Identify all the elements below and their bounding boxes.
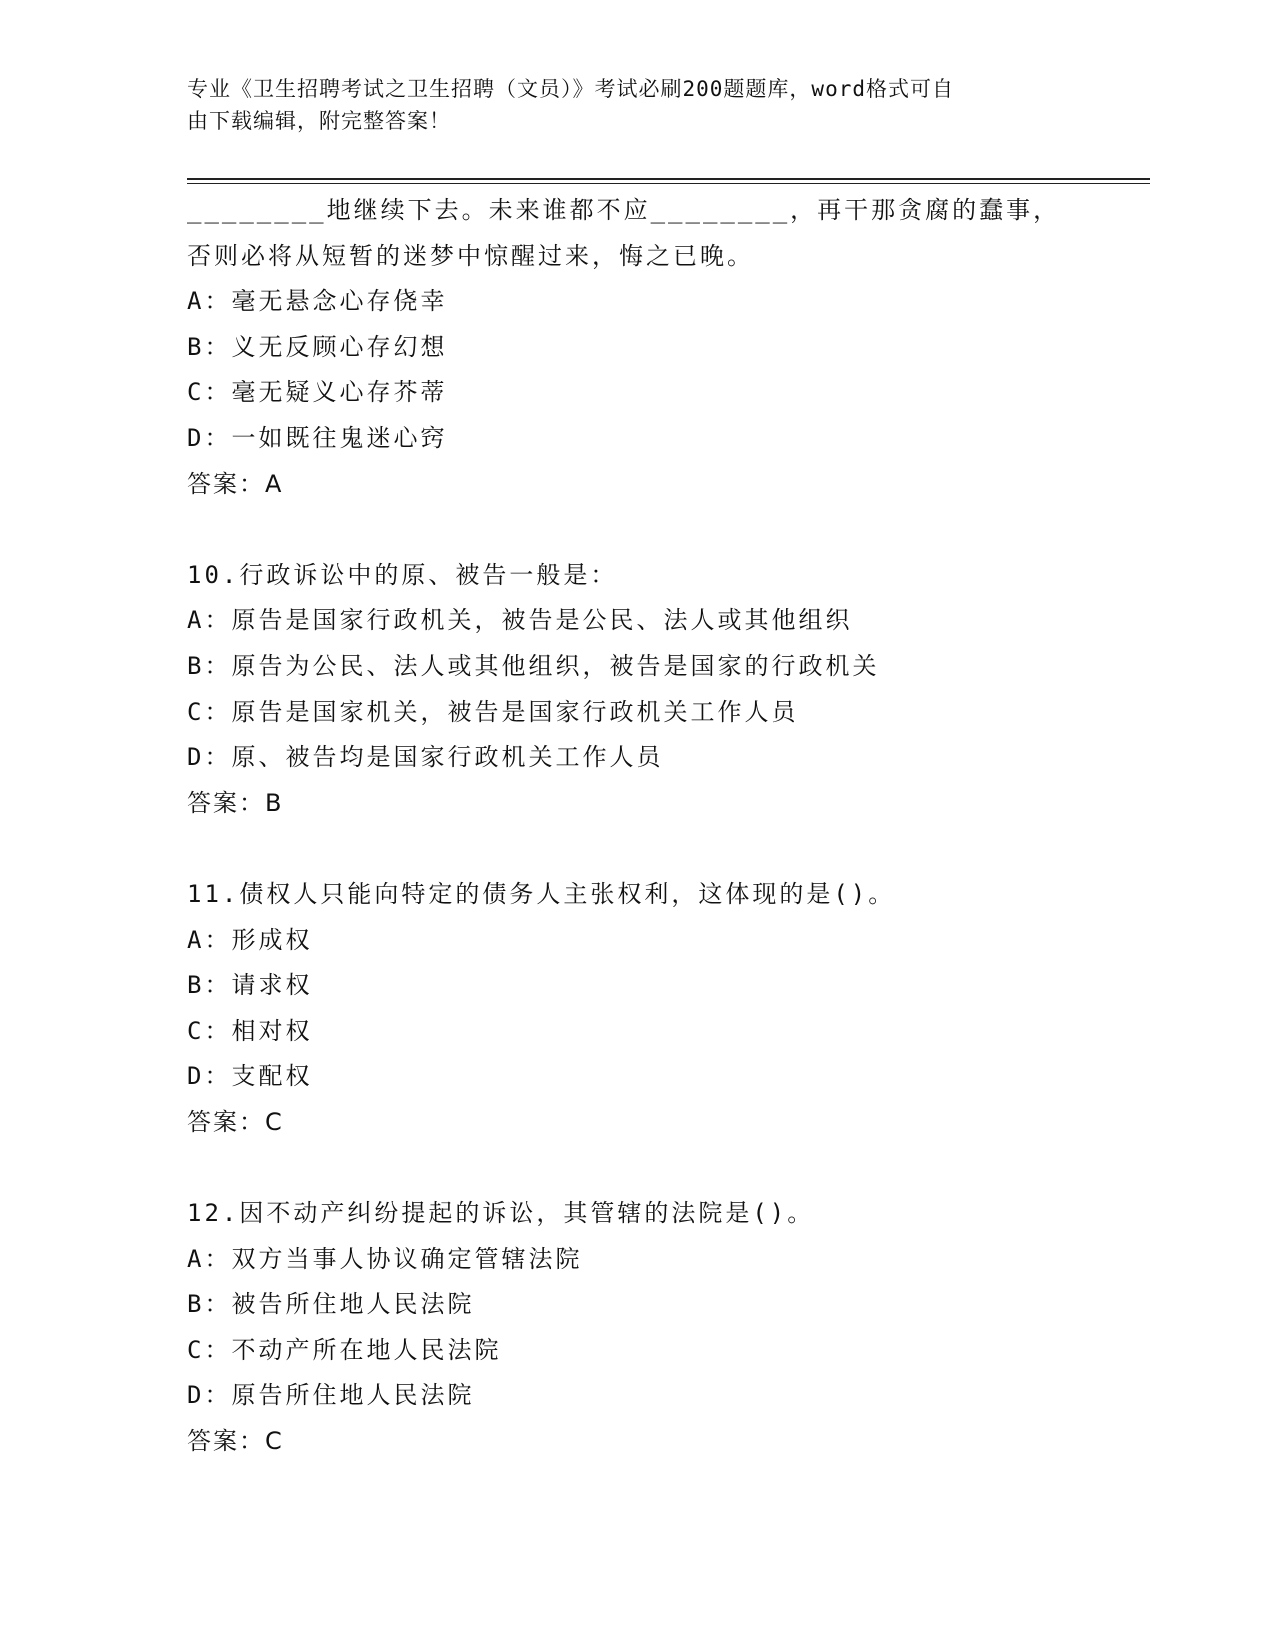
- option-a: A：原告是国家行政机关，被告是公民、法人或其他组织: [187, 606, 853, 635]
- option-c: C：毫无疑义心存芥蒂: [187, 378, 448, 407]
- option-a: A：毫无悬念心存侥幸: [187, 287, 448, 316]
- question-12: [187, 1191, 1087, 1465]
- option-c: C：相对权: [187, 1016, 313, 1045]
- header-title-line-2: 由下载编辑，附完整答案！: [187, 109, 451, 133]
- answer: 答案：C: [187, 1427, 284, 1456]
- option-d: D：原告所住地人民法院: [187, 1381, 475, 1410]
- question-stem: 12.因不动产纠纷提起的诉讼，其管辖的法院是()。: [187, 1199, 815, 1228]
- header-title-line-1: 专业《卫生招聘考试之卫生招聘（文员）》考试必刷200题题库，word格式可自: [187, 77, 954, 101]
- question-10: [187, 553, 1087, 827]
- option-c: C：不动产所在地人民法院: [187, 1335, 502, 1364]
- question-11: [187, 872, 1087, 1146]
- question-stem: ________地继续下去。未来谁都不应________，再干那贪腐的蠢事，: [187, 196, 1061, 224]
- option-d: D：一如既往鬼迷心窍: [187, 423, 448, 452]
- page-header: [187, 73, 1067, 137]
- question-stem: 11.债权人只能向特定的债务人主张权利，这体现的是()。: [187, 879, 896, 908]
- option-d: D：原、被告均是国家行政机关工作人员: [187, 743, 664, 772]
- spacer: [187, 507, 1087, 553]
- question-list: [187, 188, 1087, 1465]
- answer: 答案：A: [187, 469, 284, 498]
- option-a: A：形成权: [187, 925, 313, 954]
- option-b: B：请求权: [187, 971, 313, 1000]
- option-d: D：支配权: [187, 1062, 313, 1091]
- header-divider-thin: [187, 183, 1150, 184]
- question-9: [187, 188, 1087, 507]
- option-b: B：被告所住地人民法院: [187, 1290, 475, 1319]
- header-divider-thick: [187, 178, 1150, 180]
- spacer: [187, 826, 1087, 872]
- answer: 答案：C: [187, 1107, 284, 1136]
- option-c: C：原告是国家机关，被告是国家行政机关工作人员: [187, 697, 799, 726]
- spacer: [187, 1145, 1087, 1191]
- answer: 答案：B: [187, 788, 284, 817]
- option-a: A：双方当事人协议确定管辖法院: [187, 1244, 583, 1273]
- option-b: B：义无反顾心存幻想: [187, 332, 448, 361]
- question-stem: 10.行政诉讼中的原、被告一般是：: [187, 560, 618, 589]
- question-stem-continued: 否则必将从短暂的迷梦中惊醒过来，悔之已晚。: [187, 241, 754, 270]
- option-b: B：原告为公民、法人或其他组织，被告是国家的行政机关: [187, 651, 880, 680]
